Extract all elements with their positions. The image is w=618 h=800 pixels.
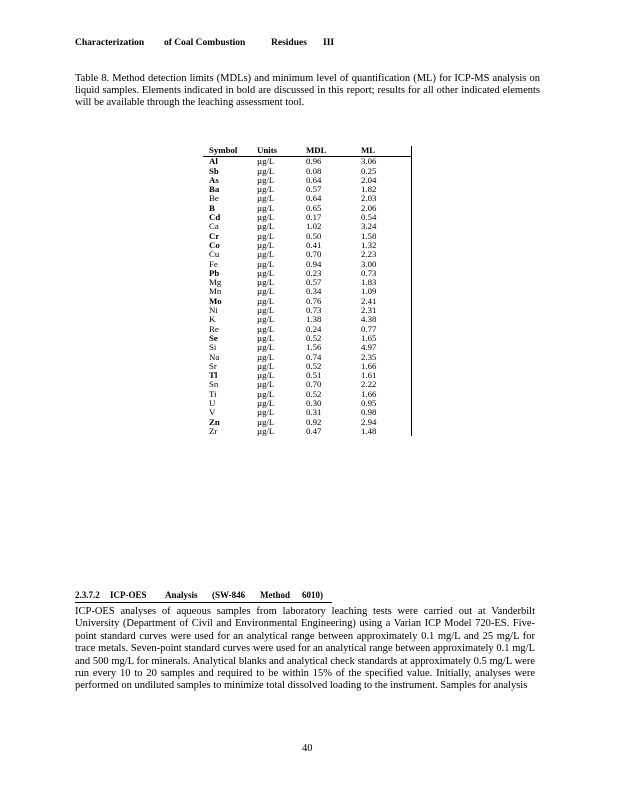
cell-ml: 0.95 (361, 398, 377, 409)
cell-mdl: 0.52 (306, 332, 322, 343)
cell-ml: 2.41 (361, 295, 377, 306)
cell-units: µg/L (257, 342, 275, 353)
cell-ml: 1.58 (361, 230, 377, 241)
cell-units: µg/L (257, 286, 275, 297)
cell-units: µg/L (257, 249, 275, 260)
cell-mdl: 0.70 (306, 379, 322, 390)
cell-mdl: 0.74 (306, 351, 322, 362)
cell-units: µg/L (257, 295, 275, 306)
cell-symbol: Ca (209, 221, 219, 232)
cell-units: µg/L (257, 332, 275, 343)
cell-units: µg/L (257, 174, 275, 185)
cell-mdl: 0.34 (306, 286, 322, 297)
cell-units: µg/L (257, 305, 275, 316)
cell-symbol: V (209, 407, 216, 418)
cell-units: µg/L (257, 370, 275, 381)
cell-symbol: Re (209, 323, 219, 334)
cell-units: µg/L (257, 212, 275, 223)
cell-ml: 3.24 (361, 221, 377, 232)
table-row (203, 427, 411, 436)
cell-symbol: K (209, 314, 216, 325)
cell-symbol: Zr (209, 425, 218, 436)
cell-units: µg/L (257, 425, 275, 436)
cell-mdl: 0.57 (306, 277, 322, 288)
cell-symbol: Ni (209, 305, 218, 316)
header-title-part1: Characterization (75, 38, 145, 48)
cell-symbol: Cr (209, 230, 220, 241)
cell-symbol: Cd (209, 212, 221, 223)
cell-symbol: Mg (209, 277, 222, 288)
cell-mdl: 0.64 (306, 193, 322, 204)
cell-ml: 2.94 (361, 416, 377, 427)
cell-ml: 2.23 (361, 249, 377, 260)
cell-units: µg/L (257, 323, 275, 334)
cell-ml: 1.48 (361, 425, 377, 436)
section-number: 2.3.7.2 (75, 590, 100, 600)
cell-symbol: Al (209, 156, 218, 167)
cell-mdl: 0.73 (306, 305, 322, 316)
cell-units: µg/L (257, 351, 275, 362)
cell-mdl: 1.38 (306, 314, 322, 325)
cell-units: µg/L (257, 184, 275, 195)
cell-ml: 4.97 (361, 342, 377, 353)
cell-ml: 3.06 (361, 156, 377, 167)
cell-ml: 1.66 (361, 388, 377, 399)
detection-limits-table (203, 146, 412, 436)
section-word: Analysis (165, 590, 198, 600)
header-title-part4: III (323, 38, 335, 48)
cell-mdl: 0.76 (306, 295, 322, 306)
cell-mdl: 0.50 (306, 230, 322, 241)
section-heading (75, 590, 332, 603)
header-title-part2: of Coal Combustion (164, 38, 246, 48)
table-caption: Table 8. Method detection limits (MDLs) and minimum level of quantification (ML) for ICP-MS analysis on liquid samples. Elements indicated in bold are discussed in this report; results for all other indicated elements will be available through the leaching assessment tool. (75, 73, 540, 108)
cell-ml: 1.09 (361, 286, 377, 297)
section-title: ICP-OES (110, 590, 147, 600)
section-ref-1: (SW-846 (212, 590, 246, 600)
cell-mdl: 1.02 (306, 221, 322, 232)
cell-symbol: Mn (209, 286, 222, 297)
column-header-units: Units (257, 145, 278, 155)
cell-symbol: B (209, 202, 215, 213)
cell-mdl: 0.23 (306, 267, 322, 278)
cell-ml: 0.98 (361, 407, 377, 418)
cell-mdl: 0.51 (306, 370, 322, 381)
cell-mdl: 0.17 (306, 212, 322, 223)
cell-symbol: Zn (209, 416, 220, 427)
cell-ml: 0.54 (361, 212, 377, 223)
header-title-part3: Residues (271, 38, 307, 48)
cell-mdl: 0.24 (306, 323, 322, 334)
cell-units: µg/L (257, 156, 275, 167)
cell-units: µg/L (257, 221, 275, 232)
cell-ml: 0.25 (361, 165, 377, 176)
column-header-ml: ML (361, 145, 376, 155)
cell-ml: 2.22 (361, 379, 377, 390)
cell-units: µg/L (257, 398, 275, 409)
cell-symbol: Ba (209, 184, 220, 195)
table-body (203, 157, 411, 436)
cell-ml: 1.83 (361, 277, 377, 288)
cell-units: µg/L (257, 388, 275, 399)
page-number: 40 (302, 743, 313, 754)
cell-symbol: Cu (209, 249, 220, 260)
cell-units: µg/L (257, 360, 275, 371)
cell-mdl: 0.47 (306, 425, 322, 436)
cell-mdl: 0.30 (306, 398, 322, 409)
column-header-symbol: Symbol (209, 145, 238, 155)
cell-mdl: 0.52 (306, 360, 322, 371)
cell-ml: 2.06 (361, 202, 377, 213)
cell-symbol: Sr (209, 360, 217, 371)
cell-symbol: Ti (209, 388, 217, 399)
cell-units: µg/L (257, 416, 275, 427)
cell-symbol: Co (209, 239, 220, 250)
section-ref-2: Method (260, 590, 290, 600)
cell-symbol: Sn (209, 379, 219, 390)
cell-ml: 0.77 (361, 323, 377, 334)
cell-mdl: 0.52 (306, 388, 322, 399)
cell-symbol: Be (209, 193, 219, 204)
cell-units: µg/L (257, 193, 275, 204)
section-ref-3: 6010) (302, 590, 323, 600)
cell-symbol: Si (209, 342, 217, 353)
cell-ml: 1.32 (361, 239, 377, 250)
cell-mdl: 1.56 (306, 342, 322, 353)
cell-mdl: 0.64 (306, 174, 322, 185)
cell-ml: 2.03 (361, 193, 377, 204)
cell-units: µg/L (257, 230, 275, 241)
cell-ml: 0.73 (361, 267, 377, 278)
cell-ml: 2.31 (361, 305, 377, 316)
cell-symbol: Na (209, 351, 220, 362)
cell-units: µg/L (257, 277, 275, 288)
cell-symbol: Se (209, 332, 218, 343)
cell-ml: 1.61 (361, 370, 377, 381)
cell-units: µg/L (257, 267, 275, 278)
cell-units: µg/L (257, 165, 275, 176)
cell-units: µg/L (257, 258, 275, 269)
cell-symbol: Fe (209, 258, 218, 269)
cell-ml: 1.65 (361, 332, 377, 343)
cell-mdl: 0.08 (306, 165, 322, 176)
cell-symbol: Mo (209, 295, 222, 306)
cell-symbol: As (209, 174, 219, 185)
cell-ml: 1.82 (361, 184, 377, 195)
cell-units: µg/L (257, 407, 275, 418)
cell-ml: 2.35 (361, 351, 377, 362)
cell-ml: 2.04 (361, 174, 377, 185)
cell-symbol: Tl (209, 370, 218, 381)
cell-units: µg/L (257, 202, 275, 213)
cell-mdl: 0.96 (306, 156, 322, 167)
cell-units: µg/L (257, 379, 275, 390)
cell-mdl: 0.57 (306, 184, 322, 195)
cell-ml: 3.00 (361, 258, 377, 269)
cell-ml: 4.38 (361, 314, 377, 325)
cell-mdl: 0.70 (306, 249, 322, 260)
cell-mdl: 0.65 (306, 202, 322, 213)
body-paragraph: ICP-OES analyses of aqueous samples from laboratory leaching tests were carried out at Vanderbilt University (Department of Civil and Environmental Engineering) using a Varian ICP Model 720-ES. Five-point standard curves were used for an analytical range between approximately 0.1 mg/L and 25 mg/L for trace metals. Seven-point standard curves were used for an analytical range between approximately 0.1 mg/L and 500 mg/L for minerals. Analytical blanks and analytical check standards at approximately 0.5 mg/L were run every 10 to 20 samples and required to be within 15% of the specified value. Initially, analyses were performed on undiluted samples to minimize total dissolved loading to the instrument. Samples for analysis (75, 606, 535, 692)
cell-symbol: U (209, 398, 216, 409)
running-header (75, 38, 334, 48)
cell-mdl: 0.41 (306, 239, 322, 250)
cell-symbol: Pb (209, 267, 220, 278)
column-header-mdl: MDL (306, 145, 327, 155)
cell-units: µg/L (257, 239, 275, 250)
cell-ml: 1.66 (361, 360, 377, 371)
cell-mdl: 0.31 (306, 407, 322, 418)
cell-mdl: 0.94 (306, 258, 322, 269)
cell-units: µg/L (257, 314, 275, 325)
cell-mdl: 0.92 (306, 416, 322, 427)
cell-symbol: Sb (209, 165, 219, 176)
